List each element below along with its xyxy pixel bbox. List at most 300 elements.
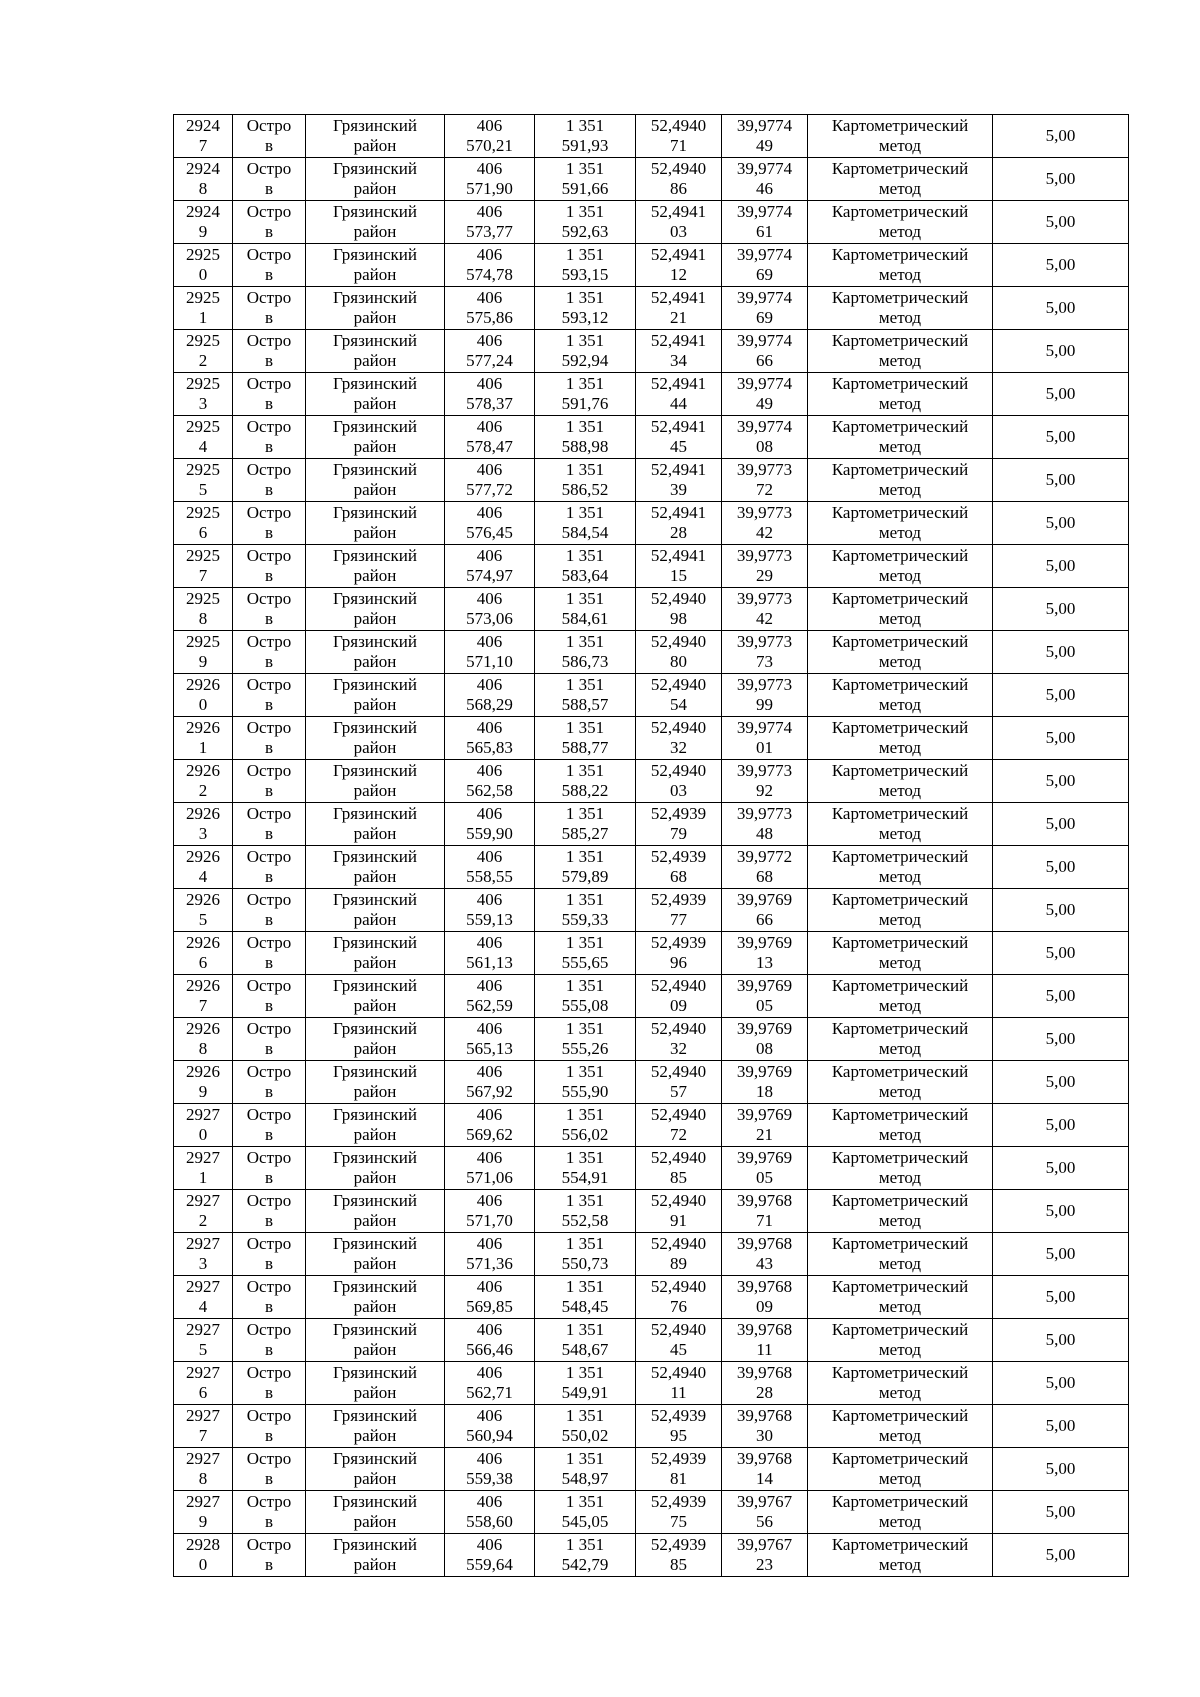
cell-latitude-line: 52,4939: [650, 1449, 707, 1468]
cell-point-number-line: 1: [198, 1168, 208, 1187]
cell-longitude-line: 39,9774: [736, 159, 793, 178]
cell-method-line: Картометрический: [831, 159, 969, 178]
cell-method: [808, 803, 993, 846]
cell-latitude-line: 12: [670, 265, 687, 284]
cell-point-number-line: 3: [198, 824, 208, 843]
cell-coord-x-line: 406: [476, 1449, 503, 1468]
cell-object-type-line: в: [264, 824, 274, 843]
cell-district-line: район: [353, 824, 397, 843]
cell-latitude: [636, 1104, 722, 1147]
cell-district-line: район: [353, 1383, 397, 1402]
cell-object-type-line: в: [264, 1082, 274, 1101]
cell-coord-y: [535, 115, 636, 158]
cell-longitude-line: 46: [756, 179, 773, 198]
cell-method: [808, 674, 993, 717]
cell-coord-x-line: 406: [476, 116, 503, 135]
cell-method: [808, 158, 993, 201]
cell-method-line: метод: [878, 222, 922, 241]
cell-coord-x-line: 406: [476, 546, 503, 565]
cell-object-type-line: Остро: [246, 632, 292, 651]
cell-point-number-line: 7: [198, 996, 208, 1015]
cell-longitude: [722, 1362, 808, 1405]
cell-precision: 5,00: [993, 244, 1129, 287]
cell-coord-x-line: 406: [476, 1320, 503, 1339]
cell-object-type-line: в: [264, 1125, 274, 1144]
cell-method-line: Картометрический: [831, 245, 969, 264]
cell-method-line: метод: [878, 351, 922, 370]
cell-point-number: [174, 287, 233, 330]
cell-coord-x: [445, 674, 535, 717]
cell-point-number: [174, 158, 233, 201]
cell-latitude-line: 45: [670, 437, 687, 456]
cell-coord-x-line: 559,90: [466, 824, 513, 843]
cell-point-number-line: 0: [198, 1125, 208, 1144]
cell-latitude-line: 39: [670, 480, 687, 499]
cell-object-type-line: Остро: [246, 1406, 292, 1425]
cell-method: [808, 287, 993, 330]
cell-coord-y: [535, 1534, 636, 1577]
cell-precision: 5,00: [993, 1405, 1129, 1448]
cell-coord-y: [535, 1405, 636, 1448]
cell-coord-x: [445, 545, 535, 588]
cell-district-line: Грязинский: [333, 331, 417, 350]
cell-method: [808, 889, 993, 932]
cell-district-line: Грязинский: [333, 1191, 417, 1210]
cell-method-line: метод: [878, 1469, 922, 1488]
cell-latitude-line: 45: [670, 1340, 687, 1359]
cell-longitude: [722, 287, 808, 330]
cell-longitude-line: 66: [756, 351, 773, 370]
cell-longitude: [722, 1319, 808, 1362]
cell-coord-y-line: 1 351: [565, 718, 605, 737]
table-row: [174, 1491, 1129, 1534]
cell-coord-y: [535, 373, 636, 416]
cell-object-type-line: Остро: [246, 589, 292, 608]
cell-precision: 5,00: [993, 760, 1129, 803]
cell-object-type-line: Остро: [246, 890, 292, 909]
cell-latitude: [636, 674, 722, 717]
cell-longitude-line: 39,9773: [736, 589, 793, 608]
cell-point-number-line: 2927: [186, 1363, 220, 1382]
cell-district: [306, 975, 445, 1018]
cell-object-type-line: Остро: [246, 1019, 292, 1038]
cell-object-type-line: в: [264, 1426, 274, 1445]
table-row: [174, 1147, 1129, 1190]
cell-coord-x-line: 406: [476, 1535, 503, 1554]
cell-latitude-line: 52,4940: [650, 1062, 707, 1081]
table-body: [174, 115, 1129, 1577]
cell-coord-x-line: 573,77: [466, 222, 513, 241]
cell-point-number: [174, 502, 233, 545]
cell-coord-y-line: 548,67: [561, 1340, 609, 1359]
cell-district-line: район: [353, 910, 397, 929]
table-row: [174, 1233, 1129, 1276]
cell-method-line: Картометрический: [831, 331, 969, 350]
cell-coord-y: [535, 1018, 636, 1061]
cell-object-type: [233, 674, 306, 717]
cell-latitude: [636, 1147, 722, 1190]
cell-point-number-line: 6: [198, 953, 208, 972]
cell-coord-x-line: 406: [476, 1105, 503, 1124]
cell-object-type: [233, 1276, 306, 1319]
cell-coord-y: [535, 846, 636, 889]
cell-longitude-line: 39,9768: [736, 1277, 793, 1296]
cell-longitude-line: 11: [756, 1340, 773, 1359]
cell-district: [306, 416, 445, 459]
cell-coord-x-line: 406: [476, 1019, 503, 1038]
cell-coord-x-line: 406: [476, 331, 503, 350]
cell-coord-x-line: 577,24: [466, 351, 513, 370]
cell-point-number: [174, 1534, 233, 1577]
cell-method: [808, 717, 993, 760]
cell-latitude-line: 52,4940: [650, 1148, 707, 1167]
cell-point-number: [174, 1104, 233, 1147]
cell-longitude-line: 66: [756, 910, 773, 929]
cell-point-number-line: 4: [198, 867, 208, 886]
cell-latitude-line: 11: [670, 1383, 687, 1402]
cell-district-line: район: [353, 1211, 397, 1230]
cell-coord-y: [535, 932, 636, 975]
cell-point-number-line: 2927: [186, 1320, 220, 1339]
cell-coord-y-line: 1 351: [565, 1535, 605, 1554]
cell-coord-x-line: 569,85: [466, 1297, 513, 1316]
cell-method: [808, 846, 993, 889]
cell-object-type-line: Остро: [246, 331, 292, 350]
cell-coord-y: [535, 588, 636, 631]
cell-latitude-line: 52,4939: [650, 804, 707, 823]
cell-object-type-line: Остро: [246, 1148, 292, 1167]
cell-coord-x-line: 406: [476, 675, 503, 694]
cell-coord-x-line: 406: [476, 503, 503, 522]
cell-object-type-line: в: [264, 1469, 274, 1488]
cell-coord-y-line: 588,98: [561, 437, 609, 456]
cell-latitude-line: 52,4940: [650, 675, 707, 694]
cell-latitude-line: 96: [670, 953, 687, 972]
cell-object-type: [233, 1061, 306, 1104]
cell-method-line: Картометрический: [831, 847, 969, 866]
cell-latitude-line: 09: [670, 996, 687, 1015]
cell-latitude-line: 52,4941: [650, 503, 707, 522]
table-row: [174, 1190, 1129, 1233]
cell-point-number-line: 2926: [186, 1062, 220, 1081]
cell-latitude-line: 52,4939: [650, 1406, 707, 1425]
cell-method-line: Картометрический: [831, 374, 969, 393]
cell-coord-y: [535, 1233, 636, 1276]
cell-district-line: Грязинский: [333, 503, 417, 522]
cell-method: [808, 1319, 993, 1362]
cell-coord-x-line: 406: [476, 1234, 503, 1253]
cell-method: [808, 588, 993, 631]
cell-method-line: метод: [878, 609, 922, 628]
cell-point-number-line: 8: [198, 1469, 208, 1488]
cell-district-line: Грязинский: [333, 847, 417, 866]
cell-longitude-line: 39,9774: [736, 718, 793, 737]
cell-method-line: Картометрический: [831, 202, 969, 221]
cell-object-type-line: в: [264, 308, 274, 327]
cell-coord-y-line: 588,57: [561, 695, 609, 714]
cell-longitude-line: 39,9768: [736, 1191, 793, 1210]
cell-object-type-line: Остро: [246, 847, 292, 866]
cell-longitude-line: 39,9774: [736, 417, 793, 436]
cell-coord-x-line: 562,59: [466, 996, 513, 1015]
cell-latitude-line: 52,4939: [650, 933, 707, 952]
cell-point-number: [174, 244, 233, 287]
cell-coord-x: [445, 717, 535, 760]
cell-point-number-line: 2927: [186, 1234, 220, 1253]
cell-latitude-line: 52,4940: [650, 1019, 707, 1038]
cell-latitude-line: 95: [670, 1426, 687, 1445]
cell-latitude-line: 52,4941: [650, 546, 707, 565]
cell-latitude: [636, 889, 722, 932]
cell-coord-y: [535, 674, 636, 717]
cell-point-number: [174, 459, 233, 502]
cell-object-type-line: Остро: [246, 1105, 292, 1124]
cell-coord-x: [445, 158, 535, 201]
cell-precision: 5,00: [993, 330, 1129, 373]
cell-latitude-line: 52,4940: [650, 632, 707, 651]
cell-method: [808, 1061, 993, 1104]
cell-coord-y: [535, 803, 636, 846]
cell-latitude-line: 68: [670, 867, 687, 886]
cell-point-number: [174, 416, 233, 459]
cell-point-number: [174, 846, 233, 889]
cell-coord-x-line: 561,13: [466, 953, 513, 972]
cell-district-line: район: [353, 1340, 397, 1359]
cell-object-type-line: в: [264, 136, 274, 155]
cell-longitude-line: 39,9767: [736, 1535, 793, 1554]
cell-district-line: район: [353, 179, 397, 198]
cell-latitude-line: 52,4940: [650, 1363, 707, 1382]
cell-object-type: [233, 287, 306, 330]
cell-coord-x: [445, 1233, 535, 1276]
cell-longitude-line: 23: [756, 1555, 773, 1574]
cell-coord-x-line: 578,47: [466, 437, 513, 456]
cell-point-number: [174, 1276, 233, 1319]
cell-object-type-line: в: [264, 1340, 274, 1359]
cell-method-line: метод: [878, 652, 922, 671]
cell-coord-x-line: 566,46: [466, 1340, 513, 1359]
cell-object-type-line: Остро: [246, 976, 292, 995]
cell-object-type-line: в: [264, 910, 274, 929]
cell-coord-x: [445, 1448, 535, 1491]
cell-coord-x: [445, 846, 535, 889]
cell-method-line: метод: [878, 738, 922, 757]
cell-method: [808, 760, 993, 803]
cell-object-type-line: Остро: [246, 1062, 292, 1081]
cell-coord-x-line: 406: [476, 589, 503, 608]
cell-point-number-line: 2926: [186, 675, 220, 694]
cell-longitude: [722, 803, 808, 846]
cell-district-line: район: [353, 308, 397, 327]
cell-longitude-line: 49: [756, 394, 773, 413]
cell-coord-x: [445, 244, 535, 287]
cell-longitude-line: 73: [756, 652, 773, 671]
cell-district: [306, 674, 445, 717]
cell-object-type: [233, 803, 306, 846]
cell-method: [808, 201, 993, 244]
cell-point-number-line: 3: [198, 1254, 208, 1273]
cell-method-line: метод: [878, 867, 922, 886]
cell-district: [306, 1491, 445, 1534]
cell-coord-y: [535, 545, 636, 588]
cell-longitude: [722, 760, 808, 803]
cell-latitude: [636, 459, 722, 502]
cell-method-line: метод: [878, 1512, 922, 1531]
cell-point-number-line: 2924: [186, 159, 220, 178]
cell-latitude-line: 52,4940: [650, 718, 707, 737]
cell-district: [306, 1276, 445, 1319]
cell-method: [808, 373, 993, 416]
cell-coord-x-line: 406: [476, 1277, 503, 1296]
table-row: [174, 932, 1129, 975]
cell-coord-x: [445, 373, 535, 416]
cell-coord-y-line: 586,73: [561, 652, 609, 671]
cell-district-line: Грязинский: [333, 1277, 417, 1296]
cell-precision: 5,00: [993, 1491, 1129, 1534]
cell-point-number-line: 2927: [186, 1191, 220, 1210]
cell-coord-y-line: 1 351: [565, 245, 605, 264]
cell-longitude: [722, 975, 808, 1018]
cell-longitude-line: 39,9773: [736, 460, 793, 479]
cell-coord-y-line: 586,52: [561, 480, 609, 499]
cell-method-line: Картометрический: [831, 1363, 969, 1382]
cell-point-number-line: 2925: [186, 632, 220, 651]
cell-coord-x-line: 406: [476, 718, 503, 737]
cell-object-type-line: в: [264, 437, 274, 456]
cell-latitude: [636, 115, 722, 158]
cell-coord-y: [535, 1190, 636, 1233]
cell-precision: 5,00: [993, 1061, 1129, 1104]
cell-coord-y-line: 591,66: [561, 179, 609, 198]
cell-point-number: [174, 717, 233, 760]
cell-latitude-line: 81: [670, 1469, 687, 1488]
cell-method-line: метод: [878, 136, 922, 155]
cell-coord-y-line: 1 351: [565, 503, 605, 522]
cell-district-line: Грязинский: [333, 1234, 417, 1253]
cell-coord-x-line: 406: [476, 1363, 503, 1382]
cell-latitude-line: 52,4940: [650, 1191, 707, 1210]
cell-latitude: [636, 1233, 722, 1276]
cell-object-type-line: в: [264, 1297, 274, 1316]
cell-coord-x-line: 406: [476, 1148, 503, 1167]
cell-district: [306, 330, 445, 373]
cell-coord-y-line: 584,54: [561, 523, 609, 542]
cell-method-line: метод: [878, 308, 922, 327]
cell-district-line: район: [353, 1125, 397, 1144]
cell-method-line: Картометрический: [831, 933, 969, 952]
cell-point-number-line: 2926: [186, 847, 220, 866]
cell-latitude: [636, 932, 722, 975]
cell-coord-x-line: 406: [476, 632, 503, 651]
cell-precision: 5,00: [993, 1448, 1129, 1491]
cell-district: [306, 1233, 445, 1276]
table-row: [174, 1061, 1129, 1104]
cell-coord-x-line: 406: [476, 245, 503, 264]
cell-coord-y: [535, 631, 636, 674]
cell-district: [306, 287, 445, 330]
cell-coord-x-line: 406: [476, 460, 503, 479]
cell-object-type: [233, 1405, 306, 1448]
cell-coord-x-line: 576,45: [466, 523, 513, 542]
cell-coord-y-line: 1 351: [565, 202, 605, 221]
cell-point-number-line: 2: [198, 351, 208, 370]
cell-coord-y-line: 1 351: [565, 976, 605, 995]
cell-method-line: метод: [878, 480, 922, 499]
cell-object-type-line: Остро: [246, 1363, 292, 1382]
cell-coord-y-line: 1 351: [565, 761, 605, 780]
cell-district-line: район: [353, 609, 397, 628]
cell-district-line: Грязинский: [333, 159, 417, 178]
cell-district-line: район: [353, 523, 397, 542]
cell-latitude-line: 52,4941: [650, 245, 707, 264]
cell-object-type-line: Остро: [246, 718, 292, 737]
table-row: [174, 1018, 1129, 1061]
cell-latitude: [636, 416, 722, 459]
cell-district-line: район: [353, 480, 397, 499]
cell-point-number-line: 8: [198, 179, 208, 198]
cell-object-type-line: в: [264, 1383, 274, 1402]
cell-district-line: Грязинский: [333, 933, 417, 952]
cell-precision: 5,00: [993, 158, 1129, 201]
cell-latitude-line: 28: [670, 523, 687, 542]
cell-longitude-line: 56: [756, 1512, 773, 1531]
cell-object-type: [233, 1018, 306, 1061]
cell-latitude-line: 52,4939: [650, 847, 707, 866]
table-row: [174, 1362, 1129, 1405]
cell-method-line: Картометрический: [831, 675, 969, 694]
cell-object-type: [233, 1104, 306, 1147]
cell-coord-x-line: 406: [476, 890, 503, 909]
cell-district: [306, 244, 445, 287]
cell-point-number: [174, 674, 233, 717]
cell-longitude-line: 05: [756, 996, 773, 1015]
cell-point-number-line: 8: [198, 609, 208, 628]
cell-latitude: [636, 1276, 722, 1319]
cell-coord-y-line: 1 351: [565, 1449, 605, 1468]
cell-district-line: Грязинский: [333, 546, 417, 565]
cell-precision: 5,00: [993, 1319, 1129, 1362]
cell-coord-x-line: 406: [476, 1191, 503, 1210]
cell-coord-y: [535, 201, 636, 244]
cell-longitude-line: 99: [756, 695, 773, 714]
cell-latitude-line: 52,4939: [650, 1492, 707, 1511]
cell-method-line: Картометрический: [831, 417, 969, 436]
cell-point-number-line: 4: [198, 437, 208, 456]
cell-latitude-line: 32: [670, 738, 687, 757]
cell-coord-x-line: 559,13: [466, 910, 513, 929]
cell-point-number: [174, 1448, 233, 1491]
cell-latitude-line: 52,4940: [650, 1234, 707, 1253]
cell-coord-x: [445, 1534, 535, 1577]
cell-object-type: [233, 975, 306, 1018]
cell-latitude-line: 85: [670, 1168, 687, 1187]
cell-object-type-line: в: [264, 480, 274, 499]
cell-coord-y-line: 1 351: [565, 374, 605, 393]
cell-method-line: метод: [878, 1039, 922, 1058]
cell-point-number-line: 2926: [186, 804, 220, 823]
table-row: [174, 287, 1129, 330]
cell-latitude-line: 77: [670, 910, 687, 929]
cell-latitude: [636, 760, 722, 803]
cell-point-number-line: 5: [198, 480, 208, 499]
cell-object-type: [233, 244, 306, 287]
cell-latitude-line: 86: [670, 179, 687, 198]
cell-longitude-line: 39,9773: [736, 761, 793, 780]
cell-longitude: [722, 1448, 808, 1491]
cell-district-line: район: [353, 738, 397, 757]
cell-point-number: [174, 889, 233, 932]
cell-coord-y-line: 591,93: [561, 136, 609, 155]
